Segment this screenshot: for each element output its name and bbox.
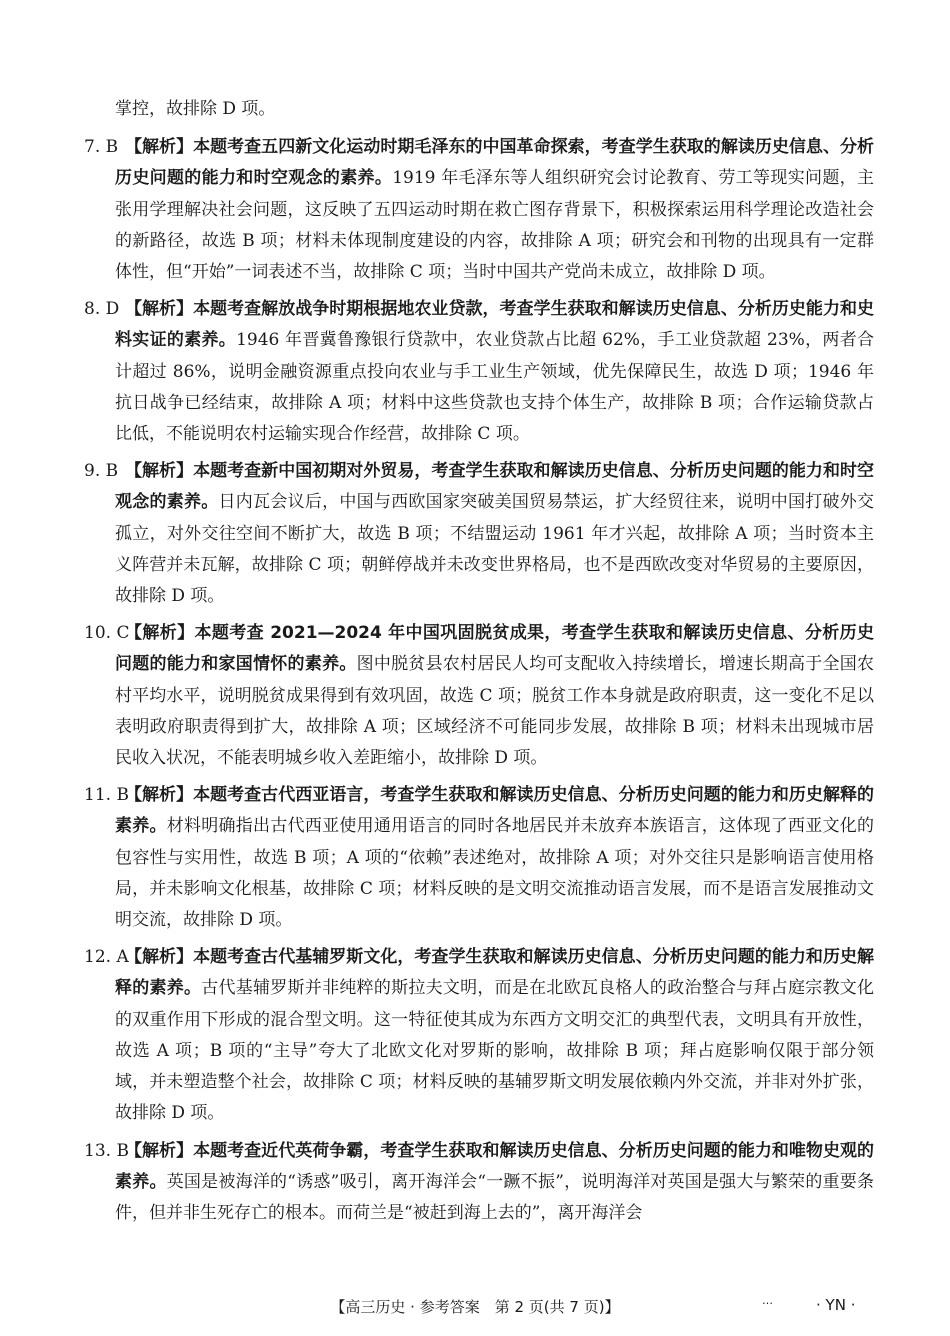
analysis-lead: 本题考查 2021—2024 年中国巩固脱贫成果，考查学生获取和解读历史信息、分析历史问题的能力和家国情怀的素养。 bbox=[115, 623, 875, 675]
analysis-tag: 【解析】 bbox=[125, 623, 195, 644]
question-number: 9. B bbox=[84, 461, 119, 482]
footer-mark: … bbox=[762, 1294, 773, 1307]
analysis-lead: 本题考查五四新文化运动时期毛泽东的中国革命探索，考查学生获取的解读历史信息、分析历史问题的能力和时空观念的素养。 bbox=[115, 137, 874, 189]
answer-item bbox=[84, 780, 874, 936]
analysis-body: 1919 年毛泽东等人组织研究会讨论教育、劳工等现实问题，主张用学理解决社会问题，这反映了五四运动时期在救亡图存背景下，积极探索运用科学理论改造社会的新路径，故选 B 项；材料未体现制度建设的内容，故排除 A 项；研究会和刊物的出现具有一定群体性，但“开始”一词表述不当，故排除 C 项；当时中国共产党尚未成立，故排除 D 项。 bbox=[115, 168, 874, 283]
footer-page-info: 【高三历史 · 参考答案 第 2 页(共 7 页)】 bbox=[330, 1298, 620, 1316]
answer-content bbox=[84, 94, 874, 1235]
analysis-lead: 本题考查解放战争时期根据地农业贷款，考查学生获取和解读历史信息、分析历史能力和史料实证的素养。 bbox=[115, 299, 874, 351]
analysis-body: 材料明确指出古代西亚使用通用语言的同时各地居民并未放弃本族语言，这体现了西亚文化的包容性与实用性，故选 B 项；A 项的“依赖”表述绝对，故排除 A 项；对外交往只是影响语言使用格局，并未影响文化根基，故排除 C 项；材料反映的是文明交流推动语言发展，而不是语言发展推动文明交流，故排除 D 项。 bbox=[115, 816, 875, 931]
question-number: 10. C bbox=[84, 623, 130, 644]
question-number: 11. B bbox=[84, 785, 129, 806]
analysis-body: 图中脱贫县农村居民人均可支配收入持续增长，增速长期高于全国农村平均水平，说明脱贫成果得到有效巩固，故选 C 项；脱贫工作本身就是政府职责，这一变化不足以表明政府职责得到扩大，故排除 A 项；区域经济不可能同步发展，故排除 B 项；材料未出现城市居民收入状况，不能表明城乡收入差距缩小，故排除 D 项。 bbox=[115, 654, 875, 769]
analysis-tag: 【解析】 bbox=[125, 785, 194, 806]
answer-list bbox=[84, 132, 874, 1229]
analysis-lead: 本题考查古代西亚语言，考查学生获取和解读历史信息、分析历史问题的能力和历史解释的素养。 bbox=[115, 785, 874, 837]
analysis-body: 古代基辅罗斯并非纯粹的斯拉夫文明，而是在北欧瓦良格人的政治整合与拜占庭宗教文化的双重作用下形成的混合型文明。这一特征使其成为东西方文明交汇的典型代表，文明具有开放性，故选 A 项；B 项的“主导”夸大了北欧文化对罗斯的影响，故排除 B 项；拜占庭影响仅限于部分领域，并未塑造整个社会，故排除 C 项；材料反映的基辅罗斯文明发展依赖内外交流，并非对外扩张，故排除 D 项。 bbox=[115, 978, 875, 1124]
question-number: 8. D bbox=[84, 299, 120, 320]
analysis-tag: 【解析】 bbox=[125, 1140, 194, 1161]
question-number: 12. A bbox=[84, 947, 129, 968]
analysis-tag: 【解析】 bbox=[125, 137, 194, 158]
analysis-lead: 本题考查近代英荷争霸，考查学生获取和解读历史信息、分析历史问题的能力和唯物史观的素养。 bbox=[115, 1140, 874, 1192]
answer-item bbox=[84, 294, 874, 450]
answer-item bbox=[84, 942, 874, 1129]
answer-item bbox=[84, 132, 874, 288]
analysis-tag: 【解析】 bbox=[125, 947, 194, 968]
footer-region-code: · YN · bbox=[816, 1296, 856, 1314]
analysis-body: 1946 年晋冀鲁豫银行贷款中，农业贷款占比超 62%，手工业贷款超 23%，两者合计超过 86%，说明金融资源重点投向农业与手工业生产领域，优先保障民生，故选 D 项；1946 年抗日战争已经结束，故排除 A 项；材料中这些贷款也支持个体生产，故排除 B 项；合作运输贷款占比低，不能说明农村运输实现合作经营，故排除 C 项。 bbox=[115, 330, 874, 445]
analysis-lead: 本题考查古代基辅罗斯文化，考查学生获取和解读历史信息、分析历史问题的能力和历史解释的素养。 bbox=[115, 947, 874, 999]
question-number: 13. B bbox=[84, 1140, 129, 1161]
continuation-text: 掌控，故排除 D 项。 bbox=[115, 99, 276, 119]
answer-item bbox=[84, 1136, 874, 1230]
answer-item bbox=[84, 618, 874, 774]
question-number: 7. B bbox=[84, 137, 119, 158]
answer-item bbox=[84, 456, 874, 612]
analysis-body: 英国是被海洋的“诱惑”吸引，离开海洋会“一蹶不振”，说明海洋对英国是强大与繁荣的重要条件，但并非生死存亡的根本。而荷兰是“被赶到海上去的”，离开海洋会 bbox=[115, 1171, 875, 1223]
analysis-tag: 【解析】 bbox=[125, 299, 194, 320]
analysis-tag: 【解析】 bbox=[125, 461, 194, 482]
analysis-lead: 本题考查新中国初期对外贸易，考查学生获取和解读历史信息、分析历史问题的能力和时空观念的素养。 bbox=[115, 461, 874, 513]
analysis-body: 日内瓦会议后，中国与西欧国家突破美国贸易禁运，扩大经贸往来，说明中国打破外交孤立，对外交往空间不断扩大，故选 B 项；不结盟运动 1961 年才兴起，故排除 A 项；当时资本主义阵营并未瓦解，故排除 C 项；朝鲜停战并未改变世界格局，也不是西欧改变对华贸易的主要原因，故排除 D 项。 bbox=[115, 492, 875, 607]
